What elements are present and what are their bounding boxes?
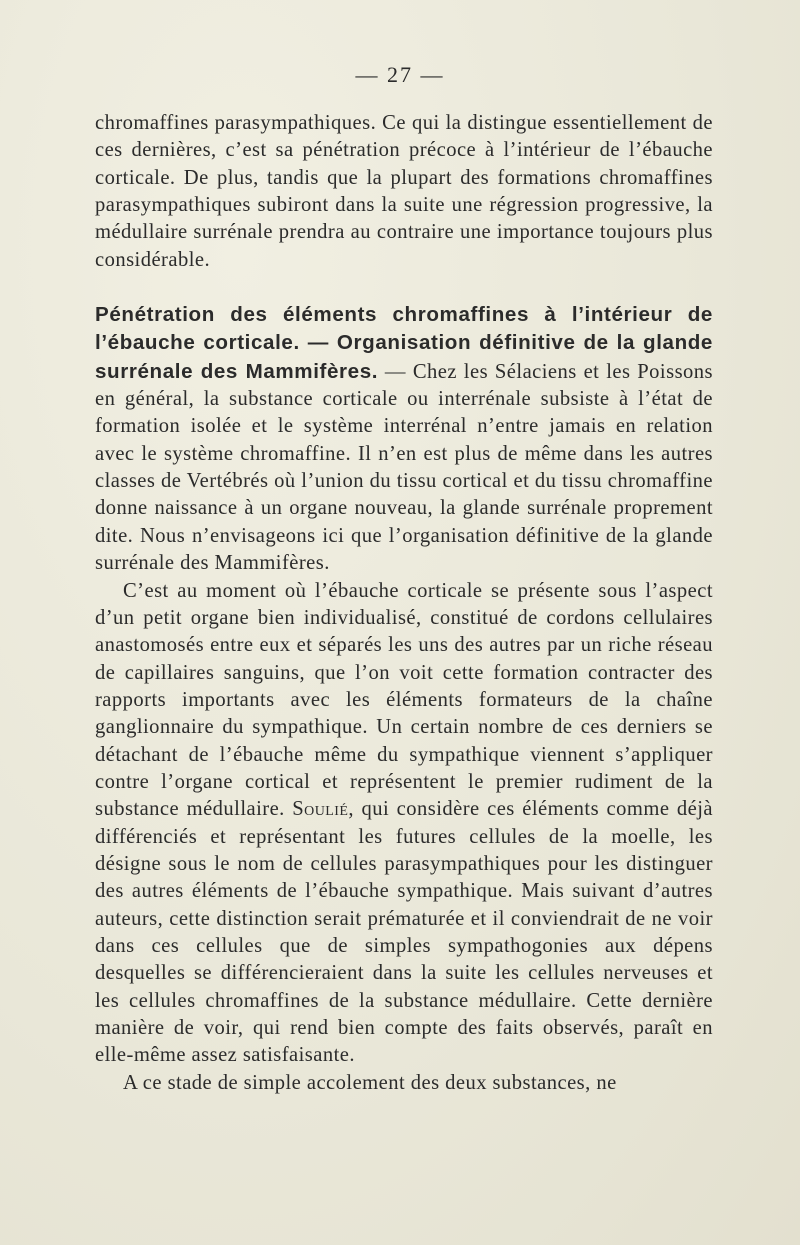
paragraph-intro: chromaffines parasympathiques. Ce qui la distingue essentiellement de ces dernières, c’est sa pénétration précoce à l’intérieur de l’ébauche corticale. De plus, tandis que la plupart des formations chromaffines parasympathiques subiront dans la suite une régression progressive, la médullaire surrénale prendra au contraire une importance toujours plus considérable. [95,112,713,271]
paragraph-continuation: A ce stade de simple accolement des deux substances, ne [123,1071,617,1094]
page-number: — 27 — [355,62,445,87]
paragraph-development [95,578,713,1070]
development-text-start: C’est au moment où l’ébauche corticale se présente sous l’aspect d’un petit organe bien individualisé, constitué de cordons cellulaires anastomosés entre eux et séparés les uns des autres par un riche réseau de capillaires sanguins, que l’on voit cette formation contracter des rapports importants avec les éléments formateurs de la chaîne ganglionnaire du sympathique. Un certain nombre de ces derniers se détachant de l’ébauche même du sympathique viennent s’appliquer contre l’organe cortical et représentent le premier rudiment de la substance médullaire. [95,579,713,821]
section-heading: Pénétration des éléments chromaffines à l’intérieur de l’ébauche corticale. — Organisation définitive de la glande surrénale des Mammifères. [95,303,713,383]
body-text [95,110,713,1097]
author-name: Soulié [292,798,349,821]
section-text: — Chez les Sélaciens et les Poissons en général, la substance corticale ou interrénale subsiste à l’état de formation isolée et le système interrénal n’entre jamais en relation avec le système chromaffine. Il n’en est plus de même dans les autres classes de Vertébrés où l’union du tissu cortical et du tissu chromaffine donne naissance à un organe nouveau, la glande surrénale proprement dite. Nous n’envisageons ici que l’organisation définitive de la glande surrénale des Mammifères. [95,360,713,575]
development-text-end: , qui considère ces éléments comme déjà différenciés et représentant les futures cellules de la moelle, les désigne sous le nom de cellules parasympathiques pour les distinguer des autres éléments de l’ébauche sympathique. Mais suivant d’autres auteurs, cette distinction serait prématurée et il conviendrait de ne voir dans ces cellules que de simples sympathogonies aux dépens desquelles se différencieraient dans la suite les cellules nerveuses et les cellules chromaffines de la substance médullaire. Cette dernière manière de voir, qui rend bien compte des faits observés, paraît en elle-même assez satisfaisante. [95,798,713,1067]
paragraph-section [95,301,713,577]
